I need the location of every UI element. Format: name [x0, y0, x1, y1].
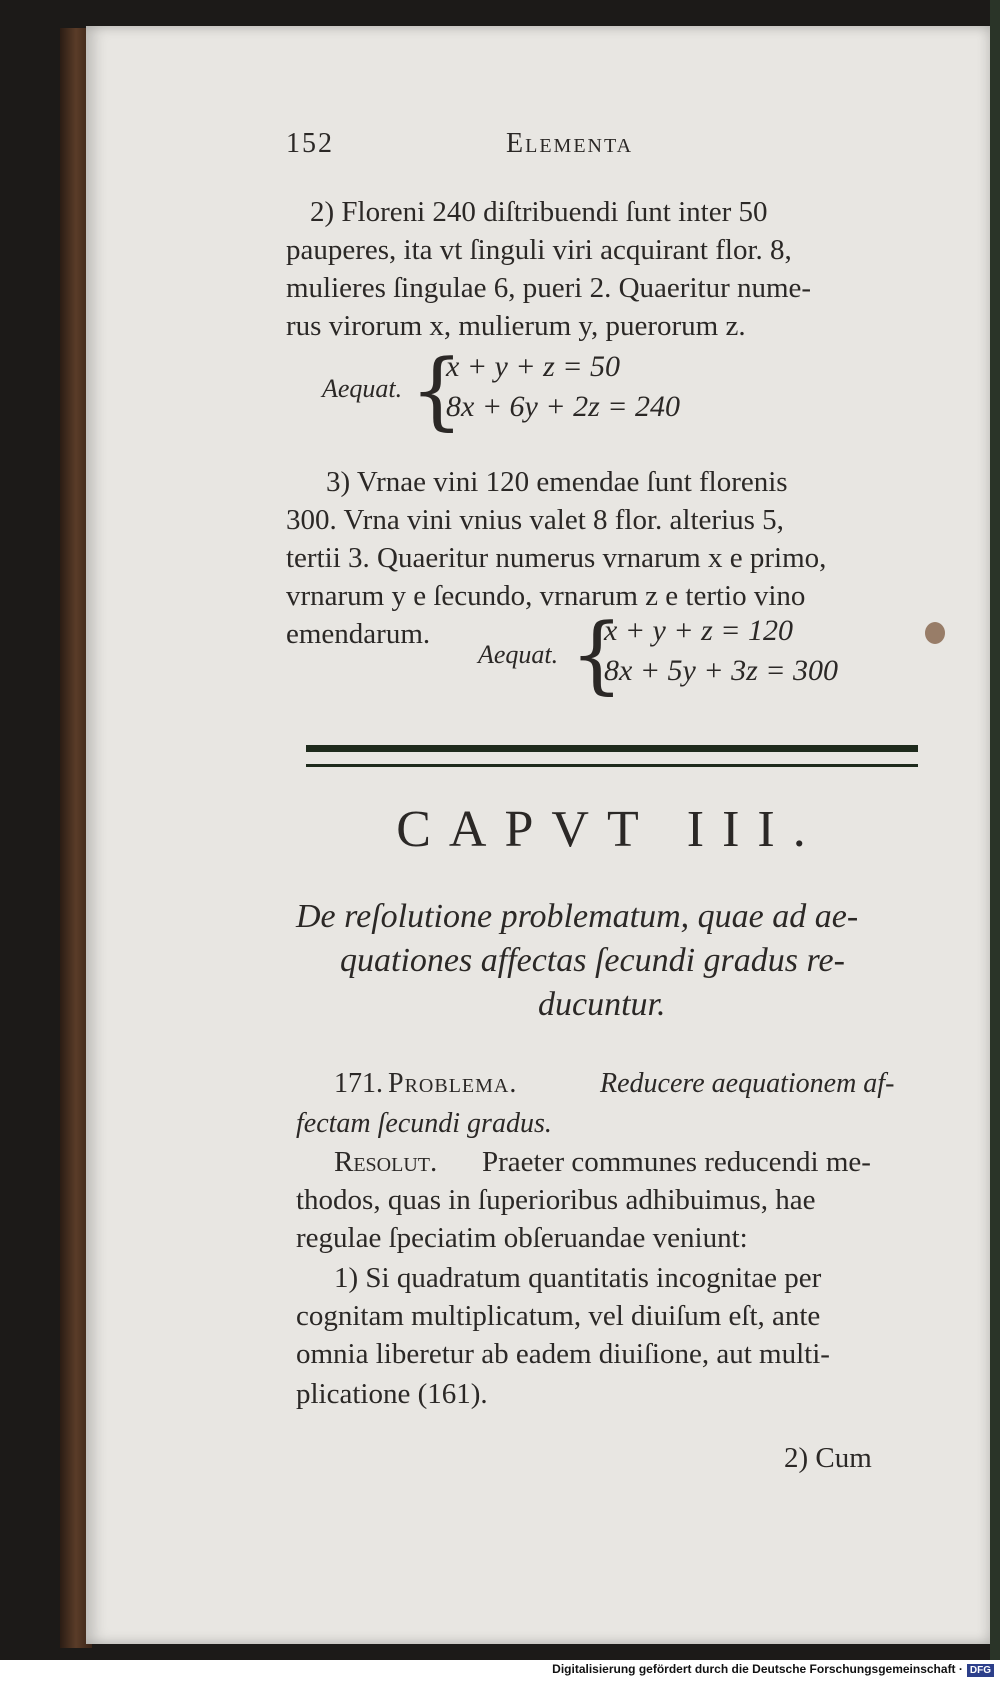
problem-title-line-2: fectam ſecundi gradus. [296, 1108, 552, 1139]
problem2-line-2: pauperes, ita vt ſinguli viri acquirant flor. 8, [286, 234, 792, 266]
problem3-line-4: vrnarum y e ſecundo, vrnarum z e tertio vino [286, 580, 806, 612]
section-line-5: omnia liberetur ab eadem diuiſione, aut multi- [296, 1338, 830, 1370]
chapter-subtitle-line-3: ducuntur. [538, 986, 666, 1023]
book-cover-edge [990, 0, 1000, 1660]
problem3-line-2: 300. Vrna vini vnius valet 8 flor. alterius 5, [286, 504, 784, 536]
problem-title-line-1: Reducere aequationem af- [600, 1068, 895, 1099]
footer-text: Digitalisierung gefördert durch die Deutsche Forschungsgemeinschaft · [552, 1662, 963, 1676]
section-divider-rule [306, 745, 918, 767]
section-line-3: 1) Si quadratum quantitatis incognitae per [334, 1262, 822, 1294]
page-number: 152 [286, 128, 334, 159]
chapter-subtitle-line-1: De reſolutione problematum, quae ad ae- [296, 898, 859, 935]
ink-stain [925, 622, 945, 644]
equation-1: x + y + z = 120 [604, 614, 794, 647]
chapter-heading: CAPVT III. [396, 801, 824, 858]
section-line-1: thodos, quas in ſuperioribus adhibuimus, hae [296, 1184, 816, 1216]
digitization-footer [0, 1662, 994, 1677]
equation-brace: { [570, 605, 624, 703]
equation-1: x + y + z = 50 [446, 350, 621, 383]
aequat-label: Aequat. [322, 374, 403, 403]
problem3-line-1: 3) Vrnae vini 120 emendae ſunt florenis [326, 466, 788, 498]
dfg-logo: DFG [967, 1664, 994, 1677]
problem2-line-4: rus virorum x, mulierum y, puerorum z. [286, 310, 746, 342]
equation-2: 8x + 5y + 3z = 300 [604, 654, 839, 687]
section-line-2: regulae ſpeciatim obſeruandae veniunt: [296, 1222, 748, 1254]
problem-label: Problema. [388, 1068, 518, 1099]
chapter-subtitle-line-2: quationes affectas ſecundi gradus re- [340, 942, 845, 979]
section-number: 171. [334, 1068, 383, 1099]
section-line-4: cognitam multiplicatum, vel diuiſum eſt, ante [296, 1300, 821, 1332]
problem3-line-5: emendarum. [286, 618, 431, 650]
catchword: 2) Cum [784, 1442, 872, 1474]
aequat-label: Aequat. [478, 640, 559, 669]
running-title: Elementa [506, 128, 634, 159]
equation-2: 8x + 6y + 2z = 240 [446, 390, 681, 423]
equation-brace: { [410, 341, 464, 439]
problem3-line-3: tertii 3. Quaeritur numerus vrnarum x e primo, [286, 542, 827, 574]
problem2-line-3: mulieres ſingulae 6, pueri 2. Quaeritur nume- [286, 272, 812, 304]
resolut-line-1: Praeter communes reducendi me- [482, 1146, 871, 1178]
section-line-6: plicatione (161). [296, 1378, 488, 1410]
problem2-line-1: 2) Floreni 240 diſtribuendi ſunt inter 50 [310, 196, 768, 228]
resolut-label: Resolut. [334, 1146, 438, 1178]
